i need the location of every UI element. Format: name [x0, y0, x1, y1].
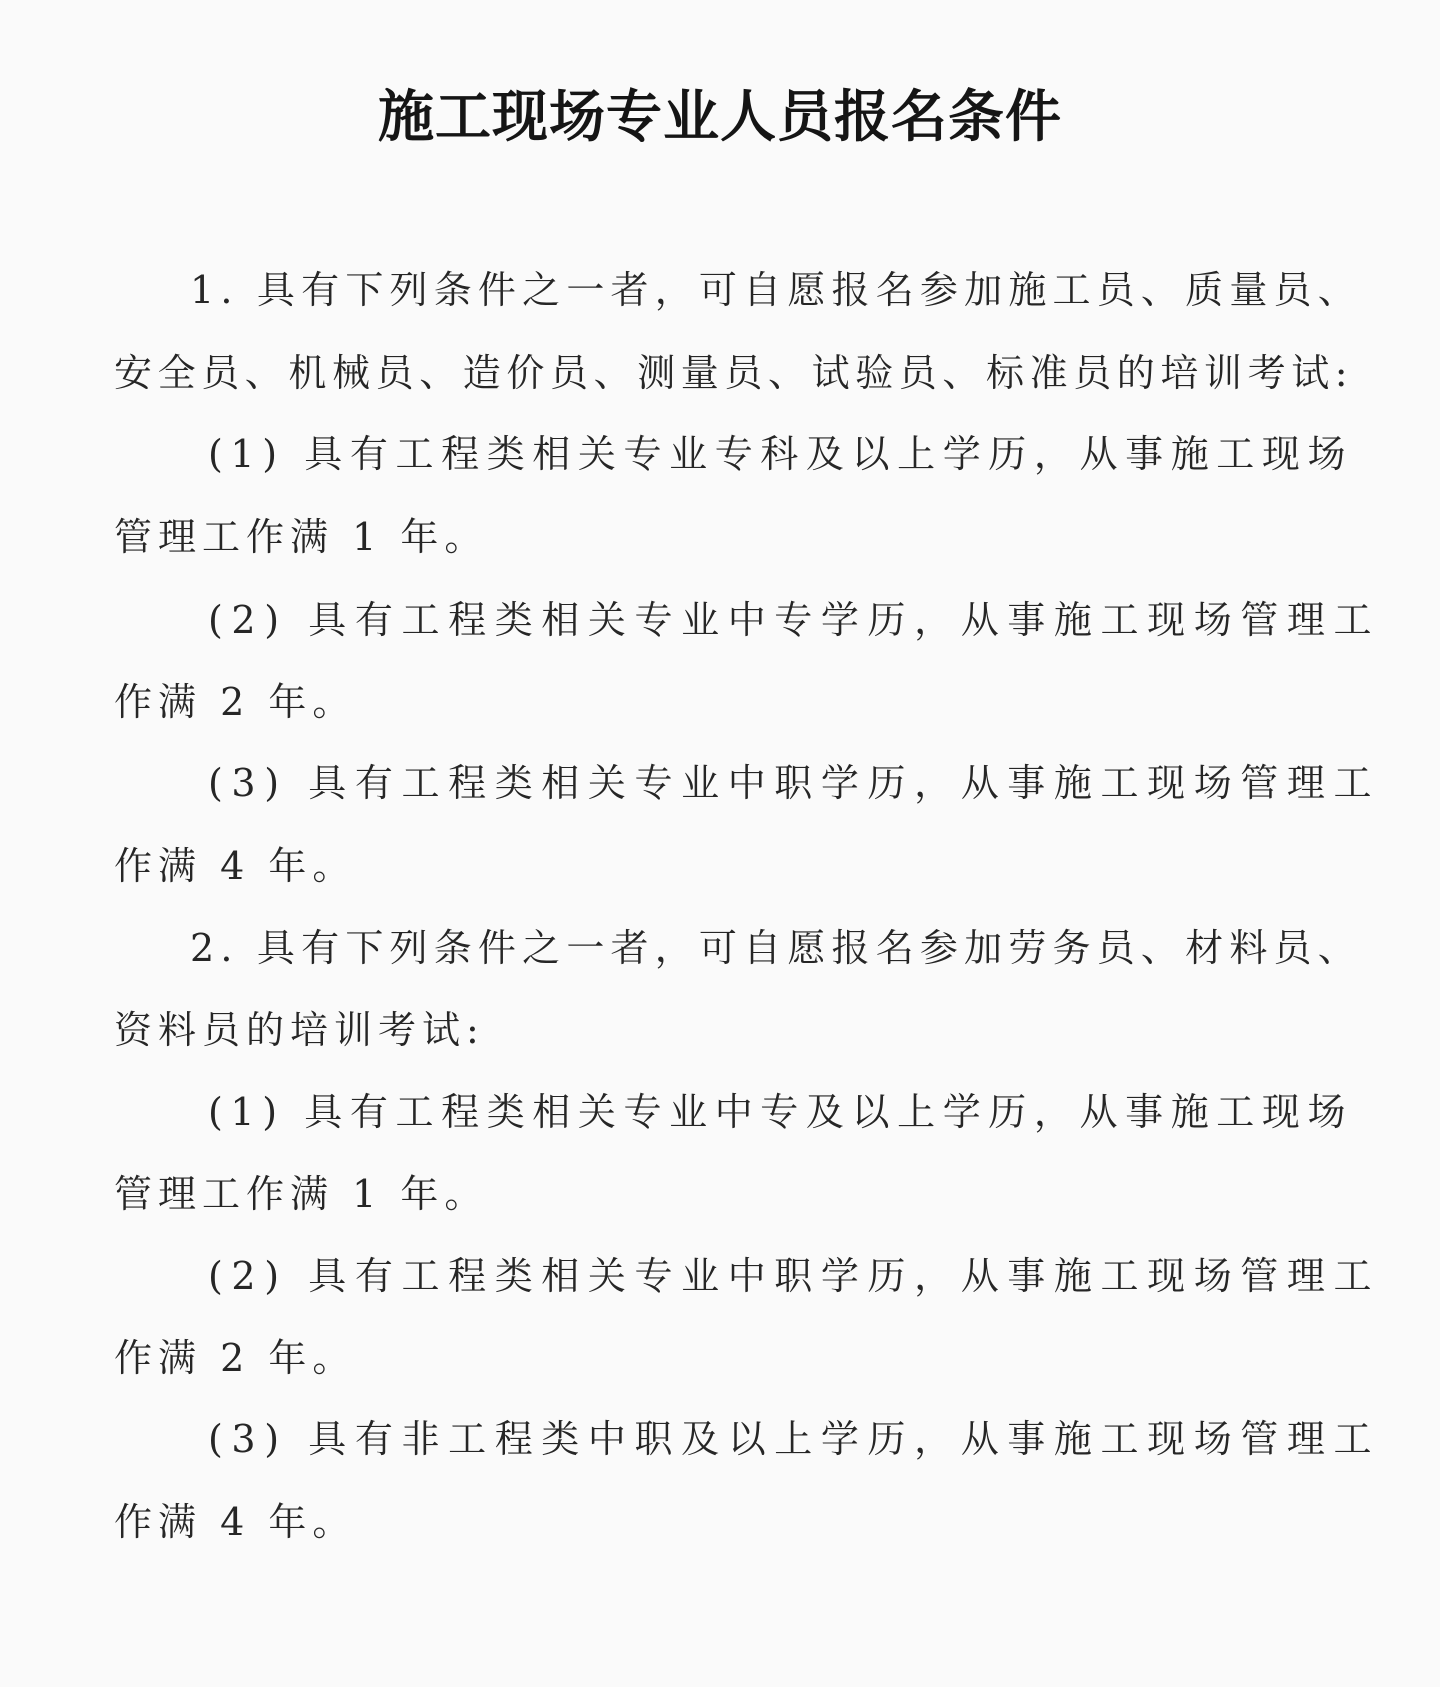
section-2-item-2-line: (2) 具有工程类相关专业中职学历，从事施工现场管理工	[208, 1254, 1381, 1298]
section-2-heading-line: 资料员的培训考试:	[114, 1008, 485, 1052]
document-title: 施工现场专业人员报名条件	[378, 85, 1062, 150]
section-2-item-3-line: (3) 具有非工程类中职及以上学历，从事施工现场管理工	[208, 1417, 1381, 1461]
section-2-heading-line: 2. 具有下列条件之一者，可自愿报名参加劳务员、材料员、	[190, 926, 1362, 970]
section-1-heading-line: 安全员、机械员、造价员、测量员、试验员、标准员的培训考试:	[114, 351, 1354, 395]
section-1-heading-line: 1. 具有下列条件之一者，可自愿报名参加施工员、质量员、	[190, 268, 1362, 312]
section-1-item-1-line: 管理工作满 1 年。	[114, 515, 489, 559]
section-2-item-3-line: 作满 4 年。	[114, 1500, 357, 1544]
section-1-item-2-line: 作满 2 年。	[114, 680, 357, 724]
section-1-item-3-line: (3) 具有工程类相关专业中职学历，从事施工现场管理工	[208, 761, 1381, 805]
section-1-item-2-line: (2) 具有工程类相关专业中专学历，从事施工现场管理工	[208, 598, 1381, 642]
section-2-item-2-line: 作满 2 年。	[114, 1336, 357, 1380]
section-1-item-1-line: (1) 具有工程类相关专业专科及以上学历，从事施工现场	[208, 432, 1354, 476]
section-2-item-1-line: 管理工作满 1 年。	[114, 1172, 489, 1216]
section-1-item-3-line: 作满 4 年。	[114, 844, 357, 888]
section-2-item-1-line: (1) 具有工程类相关专业中专及以上学历，从事施工现场	[208, 1090, 1354, 1134]
